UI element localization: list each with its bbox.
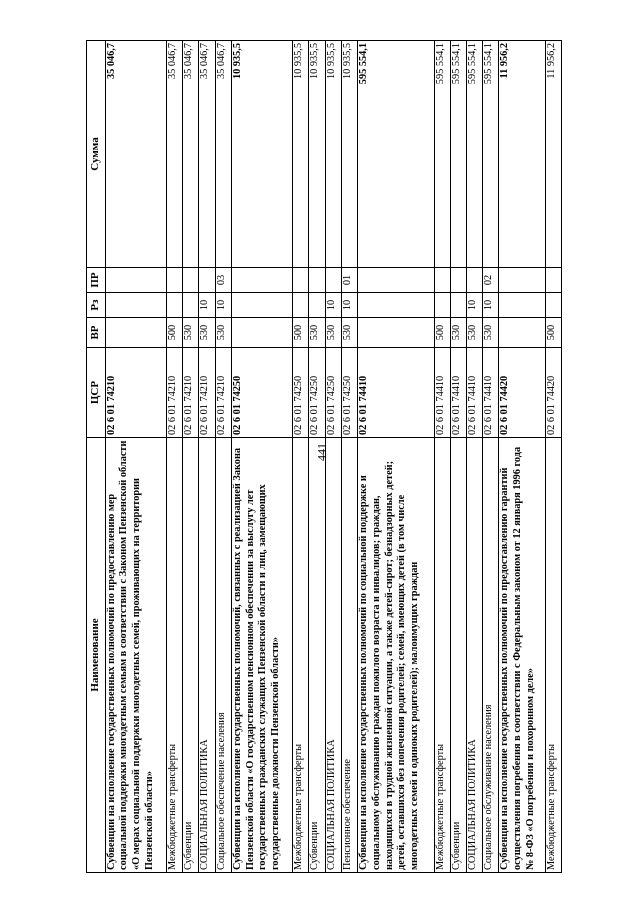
cell-vr: 500 [545,318,561,348]
cell-rz [105,293,166,318]
table-row [166,41,182,873]
cell-rz [293,293,309,318]
cell-pr [166,268,182,293]
header-csr: ЦСР [87,348,106,438]
table-header-row [87,41,106,873]
cell-name: СОЦИАЛЬНАЯ ПОЛИТИКА [325,438,341,873]
cell-csr: 02 6 01 74250 [293,348,309,438]
cell-vr: 530 [309,318,325,348]
cell-sum: 10 935,5 [309,41,325,268]
cell-name: Пенсионное обеспечение [341,438,357,873]
cell-sum: 595 554,1 [358,41,434,268]
table-row [293,41,309,873]
cell-vr: 500 [434,318,450,348]
cell-csr: 02 6 01 74250 [325,348,341,438]
cell-sum: 11 956,2 [545,41,561,268]
table-row [434,41,450,873]
cell-csr: 02 6 01 74210 [166,348,182,438]
cell-vr: 530 [466,318,482,348]
cell-sum: 10 935,5 [325,41,341,268]
table-row [358,41,434,873]
cell-name: Субвенции [309,438,325,873]
cell-csr: 02 6 01 74410 [483,348,499,438]
cell-rz [183,293,199,318]
cell-vr: 530 [483,318,499,348]
cell-rz: 10 [325,293,341,318]
table-row [466,41,482,873]
cell-csr: 02 6 01 74410 [466,348,482,438]
table-row [105,41,166,873]
cell-pr [231,268,292,293]
cell-pr [358,268,434,293]
cell-name: Социальное обслуживание населения [483,438,499,873]
cell-name: Субвенции на исполнение государственных полномочий, связанных с реализацией Закона Пензенской области «О государственном пенсионном обеспечении за выслугу лет государственных гражданских служащих Пензенской области и лиц, замещающих государственные должности Пензенской области» [231,438,292,873]
cell-csr: 02 6 01 74210 [105,348,166,438]
cell-name: Субвенции [450,438,466,873]
cell-pr [499,268,545,293]
cell-vr: 530 [199,318,215,348]
cell-vr: 530 [215,318,231,348]
cell-pr [545,268,561,293]
cell-name: Субвенции [183,438,199,873]
cell-sum: 35 046,7 [215,41,231,268]
cell-rz [499,293,545,318]
cell-name: Субвенции на исполнение государственных полномочий по предоставлению мер социальной поддержки многодетным семьям в соответствии с Законом Пензенской области «О мерах социальной поддержки многодетных семей, проживающих на территории Пензенской области» [105,438,166,873]
cell-name: Субвенции на исполнение государственных полномочий по социальной поддержке и социальному обслуживанию граждан пожилого возраста и инвалидов; граждан, находящихся в трудной жизненной ситуации, а также детей-сирот; безнадзорных детей; детей, оставшихся без попечения родителей; семей, имеющих детей (в том числе многодетных семей и одиноких родителей); малоимущих граждан [358,438,434,873]
header-vr: ВР [87,318,106,348]
cell-sum: 35 046,7 [199,41,215,268]
cell-pr [325,268,341,293]
cell-sum: 35 046,7 [183,41,199,268]
header-sum: Сумма [87,41,106,268]
cell-rz [545,293,561,318]
cell-vr: 530 [325,318,341,348]
table-row [325,41,341,873]
table-row [309,41,325,873]
cell-pr [450,268,466,293]
table-row [483,41,499,873]
cell-pr: 03 [215,268,231,293]
cell-sum: 35 046,7 [105,41,166,268]
header-name: Наименование [87,438,106,873]
cell-pr [199,268,215,293]
table-row [215,41,231,873]
cell-csr: 02 6 01 74210 [183,348,199,438]
budget-table-wrapper [86,41,562,873]
cell-vr: 530 [183,318,199,348]
cell-csr: 02 6 01 74250 [231,348,292,438]
cell-sum: 595 554,1 [434,41,450,268]
cell-rz: 10 [341,293,357,318]
cell-vr: 530 [450,318,466,348]
cell-csr: 02 6 01 74250 [309,348,325,438]
cell-name: СОЦИАЛЬНАЯ ПОЛИТИКА [466,438,482,873]
cell-sum: 35 046,7 [166,41,182,268]
cell-vr: 500 [166,318,182,348]
table-row [450,41,466,873]
cell-name: Межбюджетные трансферты [293,438,309,873]
cell-csr: 02 6 01 74420 [499,348,545,438]
cell-pr [309,268,325,293]
cell-sum: 10 935,5 [293,41,309,268]
cell-sum: 11 956,2 [499,41,545,268]
cell-vr [105,318,166,348]
cell-csr: 02 6 01 74410 [434,348,450,438]
cell-rz [231,293,292,318]
cell-vr [358,318,434,348]
cell-pr [105,268,166,293]
cell-rz: 10 [466,293,482,318]
cell-sum: 595 554,1 [450,41,466,268]
cell-name: Социальное обеспечение населения [215,438,231,873]
cell-rz [309,293,325,318]
table-row [231,41,292,873]
table-row [499,41,545,873]
cell-vr: 500 [293,318,309,348]
page-number: 441 [314,443,329,461]
cell-pr [434,268,450,293]
cell-name: СОЦИАЛЬНАЯ ПОЛИТИКА [199,438,215,873]
table-body [105,41,561,873]
budget-table [86,40,562,873]
cell-csr: 02 6 01 74420 [545,348,561,438]
cell-name: Межбюджетные трансферты [434,438,450,873]
table-row [545,41,561,873]
cell-pr: 02 [483,268,499,293]
cell-sum: 595 554,1 [483,41,499,268]
cell-rz [434,293,450,318]
cell-rz: 10 [199,293,215,318]
table-row [341,41,357,873]
cell-rz [358,293,434,318]
cell-csr: 02 6 01 74210 [199,348,215,438]
rotated-table-container [86,41,562,873]
cell-vr [499,318,545,348]
cell-pr [293,268,309,293]
cell-sum: 595 554,1 [466,41,482,268]
table-row [183,41,199,873]
header-rz: Рз [87,293,106,318]
cell-pr [466,268,482,293]
cell-csr: 02 6 01 74250 [341,348,357,438]
cell-name: Субвенции на исполнение государственных полномочий по предоставлению гарантий осуществления погребения в соответствии с Федеральным законом от 12 января 1996 года № 8-ФЗ «О погребении и похоронном деле» [499,438,545,873]
cell-vr: 530 [341,318,357,348]
cell-csr: 02 6 01 74410 [358,348,434,438]
cell-rz [450,293,466,318]
cell-sum: 10 935,5 [231,41,292,268]
cell-rz [166,293,182,318]
cell-vr [231,318,292,348]
cell-sum: 10 935,5 [341,41,357,268]
cell-pr [183,268,199,293]
cell-pr: 01 [341,268,357,293]
cell-rz: 10 [483,293,499,318]
cell-name: Межбюджетные трансферты [166,438,182,873]
header-pr: ПР [87,268,106,293]
cell-csr: 02 6 01 74410 [450,348,466,438]
cell-name: Межбюджетные трансферты [545,438,561,873]
cell-csr: 02 6 01 74210 [215,348,231,438]
table-row [199,41,215,873]
cell-rz: 10 [215,293,231,318]
